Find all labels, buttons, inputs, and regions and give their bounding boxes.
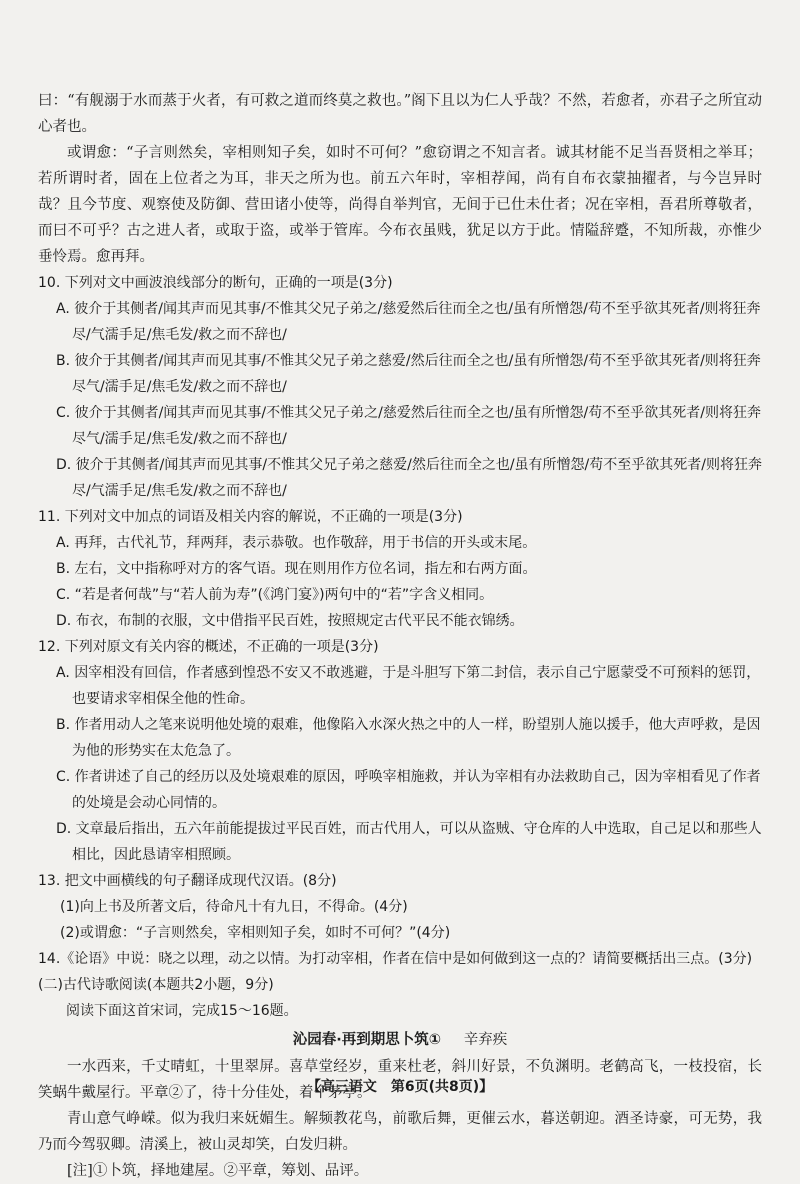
- question-10-option-b: B. 彼介于其侧者/闻其声而见其事/不惟其父兄子弟之慈爱/然后往而全之也/虽有所憎怨/苟不至乎欲其死者/则将狂奔尽气/濡手足/焦毛发/救之而不辞也/: [56, 353, 761, 395]
- question-12-stem: 12. 下列对原文有关内容的概述，不正确的一项是(3分): [38, 639, 379, 655]
- question-11-stem: 11. 下列对文中加点的词语及相关内容的解说，不正确的一项是(3分): [38, 509, 463, 525]
- passage-paragraph-1: 曰：“有舰溺于水而蒸于火者，有可救之道而终莫之救也。”阁下且以为仁人乎哉？不然，若愈者，亦君子之所宜动心者也。: [38, 93, 762, 135]
- question-11-option-b: B. 左右，文中指称呼对方的客气语。现在则用作方位名词，指左和右两方面。: [56, 561, 537, 577]
- question-12-option-c: C. 作者讲述了自己的经历以及处境艰难的原因，呼唤宰相施救，并认为宰相有办法救助自己，因为宰相看见了作者的处境是会动心同情的。: [56, 769, 761, 811]
- question-11-option-a: A. 再拜，古代礼节，拜两拜，表示恭敬。也作敬辞，用于书信的开头或末尾。: [56, 535, 537, 551]
- question-10-option-c: C. 彼介于其侧者/闻其声而见其事/不惟其父兄子弟之/慈爱然后往而全之也/虽有所憎怨/苟不至乎欲其死者/则将狂奔尽气/濡手足/焦毛发/救之而不辞也/: [56, 405, 761, 447]
- page-footer: 【高三语文 第6页(共8页)】: [306, 1079, 494, 1095]
- exam-page: [38, 88, 762, 1184]
- question-12-option-b: B. 作者用动人之笔来说明他处境的艰难，他像陷入水深火热之中的人一样，盼望别人施以援手，他大声呼救，是因为他的形势实在太危急了。: [56, 717, 761, 759]
- poem-stanza-2: 青山意气峥嵘。似为我归来妩媚生。解频教花鸟，前歌后舞，更催云水，暮送朝迎。酒圣诗豪，可无势，我乃而今驾驭卿。清溪上，被山灵却笑，白发归耕。: [38, 1111, 762, 1153]
- poem-title-line: [38, 1026, 762, 1054]
- poem-title: 沁园春·再到期思卜筑①: [292, 1032, 442, 1048]
- passage-paragraph-2: 或谓愈：“子言则然矣，宰相则知子矣，如时不可何？”愈窃谓之不知言者。诚其材能不足当吾贤相之举耳；若所谓时者，固在上位者之为耳，非天之所为也。前五六年时，宰相荐闻，尚有自布衣蒙抽擢者，与今岂异时哉？且今节度、观察使及防御、营田诸小使等，尚得自举判官，无间于已仕未仕者；况在宰相，吾君所尊敬者，而曰不可乎？古之进人者，或取于盗，或举于管库。今布衣虽贱，犹足以方于此。情隘辞蹙，不知所裁，亦惟少垂怜焉。愈再拜。: [38, 145, 762, 265]
- poem-note: [注]①卜筑，择地建屋。②平章，筹划、品评。: [67, 1163, 369, 1179]
- question-12-option-a: A. 因宰相没有回信，作者感到惶恐不安又不敢逃避，于是斗胆写下第二封信，表示自己宁愿蒙受不可预料的惩罚，也要请求宰相保全他的性命。: [56, 665, 761, 707]
- poem-author: 辛弃疾: [463, 1032, 508, 1048]
- section-2-heading: (二)古代诗歌阅读(本题共2小题，9分): [38, 977, 274, 993]
- section-2-intro: 阅读下面这首宋词，完成15～16题。: [66, 1003, 298, 1019]
- question-13-item-2: (2)或谓愈：“子言则然矣，宰相则知子矣，如时不可何？”(4分): [60, 925, 451, 941]
- question-14-stem: 14.《论语》中说：晓之以理，动之以情。为打动宰相，作者在信中是如何做到这一点的？请简要概括出三点。(3分): [38, 951, 753, 967]
- question-11-option-c: C. “若是者何哉”与“若人前为寿”(《鸿门宴》)两句中的“若”字含义相同。: [56, 587, 494, 603]
- question-13-item-1: (1)向上书及所著文后，待命凡十有九日，不得命。(4分): [60, 899, 408, 915]
- question-10-option-a: A. 彼介于其侧者/闻其声而见其事/不惟其父兄子弟之/慈爱然后往而全之也/虽有所憎怨/苟不至乎欲其死者/则将狂奔尽/气濡手足/焦毛发/救之而不辞也/: [56, 301, 761, 343]
- question-13-stem: 13. 把文中画横线的句子翻译成现代汉语。(8分): [38, 873, 337, 889]
- question-10-stem: 10. 下列对文中画波浪线部分的断句，正确的一项是(3分): [38, 275, 393, 291]
- question-11-option-d: D. 布衣，布制的衣服，文中借指平民百姓，按照规定古代平民不能衣锦绣。: [56, 613, 524, 629]
- question-12-option-d: D. 文章最后指出，五六年前能提拔过平民百姓，而古代用人，可以从盗贼、守仓库的人中选取，自己足以和那些人相比，因此恳请宰相照顾。: [56, 821, 762, 863]
- question-10-option-d: D. 彼介于其侧者/闻其声而见其事/不惟其父兄子弟之慈爱/然后往而全之也/虽有所憎怨/苟不至乎欲其死者/则将狂奔尽/气濡手足/焦毛发/救之而不辞也/: [56, 457, 762, 499]
- poem-stanza-1: 一水西来，千丈晴虹，十里翠屏。喜草堂经岁，重来杜老，斜川好景，不负渊明。老鹤高飞，一枝投宿，长笑蜗牛戴屋行。平章②了，待十分佳处，着个茅亭。: [38, 1059, 762, 1101]
